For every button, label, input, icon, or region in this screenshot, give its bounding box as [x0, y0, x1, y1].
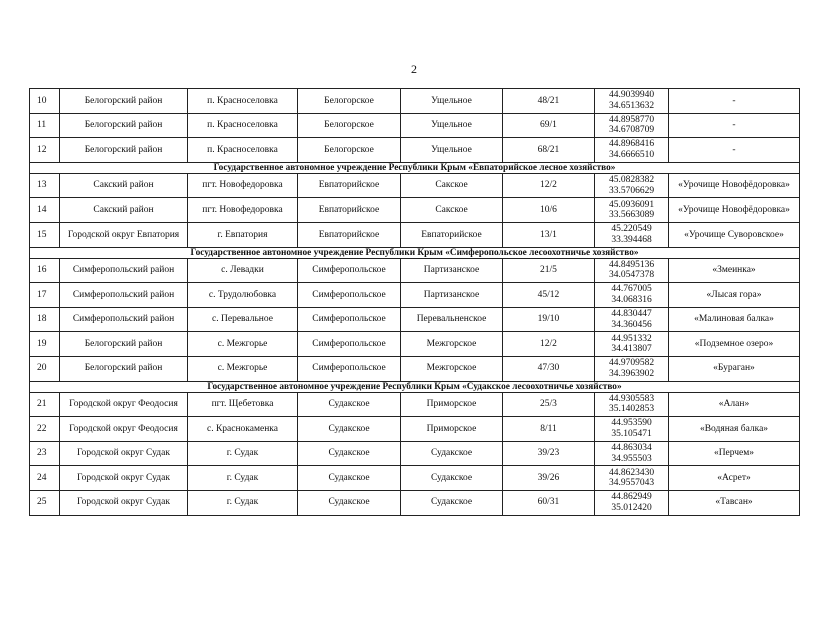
site-name-cell: «Асрет»: [669, 466, 800, 491]
site-name-cell: -: [669, 113, 800, 138]
local-forestry-cell: Сакское: [401, 173, 503, 198]
latitude-value: 44.8495136: [608, 259, 655, 270]
block-cell: 21/5: [503, 258, 595, 283]
longitude-value: 34.360456: [611, 319, 652, 330]
latitude-value: 45.0936091: [608, 199, 655, 210]
table-row: [30, 89, 800, 114]
local-forestry-cell: Ущельное: [401, 138, 503, 163]
district-cell: Симферопольский район: [60, 283, 188, 308]
district-cell: Сакский район: [60, 198, 188, 223]
block-cell: 10/6: [503, 198, 595, 223]
local-forestry-cell: Межгорское: [401, 332, 503, 357]
table-row: [30, 283, 800, 308]
local-forestry-cell: Приморское: [401, 392, 503, 417]
row-number-cell: 21: [30, 392, 60, 417]
settlement-cell: г. Евпатория: [188, 222, 298, 247]
local-forestry-cell: Приморское: [401, 417, 503, 442]
row-number-cell: 15: [30, 222, 60, 247]
site-name-cell: «Бураган»: [669, 356, 800, 381]
forestry-cell: Симферопольское: [298, 283, 401, 308]
site-name-cell: «Алан»: [669, 392, 800, 417]
longitude-value: 35.012420: [611, 502, 652, 513]
district-cell: Белогорский район: [60, 332, 188, 357]
table-row: [30, 356, 800, 381]
site-name-cell: «Змеинка»: [669, 258, 800, 283]
site-name-cell: «Урочище Суворовское»: [669, 222, 800, 247]
latitude-value: 44.9039940: [608, 90, 655, 101]
table-row: [30, 490, 800, 515]
latitude-value: 44.863034: [611, 443, 652, 454]
forestry-cell: Судакское: [298, 392, 401, 417]
block-cell: 47/30: [503, 356, 595, 381]
forestry-cell: Симферопольское: [298, 356, 401, 381]
district-cell: Городской округ Судак: [60, 441, 188, 466]
page-number: 2: [411, 62, 417, 76]
site-name-cell: «Водяная балка»: [669, 417, 800, 442]
district-cell: Белогорский район: [60, 113, 188, 138]
longitude-value: 34.068316: [611, 294, 652, 305]
district-cell: Белогорский район: [60, 138, 188, 163]
site-name-cell: «Тавсан»: [669, 490, 800, 515]
row-number-cell: 12: [30, 138, 60, 163]
longitude-value: 33.394468: [611, 234, 652, 245]
row-number-cell: 24: [30, 466, 60, 491]
forestry-cell: Белогорское: [298, 138, 401, 163]
table-row: [30, 466, 800, 491]
block-cell: 69/1: [503, 113, 595, 138]
longitude-value: 33.5706629: [608, 185, 655, 196]
row-number-cell: 13: [30, 173, 60, 198]
site-name-cell: «Урочище Новофёдоровка»: [669, 198, 800, 223]
local-forestry-cell: Евпаторийское: [401, 222, 503, 247]
forestry-cell: Симферопольское: [298, 258, 401, 283]
latitude-value: 44.8623430: [608, 467, 655, 478]
row-number-cell: 18: [30, 307, 60, 332]
row-number-cell: 22: [30, 417, 60, 442]
coordinates-cell: [595, 113, 669, 138]
coordinates-cell: [595, 89, 669, 114]
block-cell: 39/23: [503, 441, 595, 466]
longitude-value: 34.955503: [611, 453, 652, 464]
row-number-cell: 14: [30, 198, 60, 223]
block-cell: 8/11: [503, 417, 595, 442]
forestry-cell: Евпаторийское: [298, 198, 401, 223]
settlement-cell: п. Красноселовка: [188, 138, 298, 163]
coordinates-cell: [595, 283, 669, 308]
forestry-cell: Судакское: [298, 441, 401, 466]
latitude-value: 44.830447: [611, 309, 652, 320]
settlement-cell: г. Судак: [188, 490, 298, 515]
section-header-row: [30, 162, 800, 173]
row-number-cell: 20: [30, 356, 60, 381]
row-number-cell: 17: [30, 283, 60, 308]
row-number-cell: 23: [30, 441, 60, 466]
settlement-cell: с. Перевальное: [188, 307, 298, 332]
local-forestry-cell: Судакское: [401, 466, 503, 491]
coordinates-cell: [595, 392, 669, 417]
settlement-cell: пгт. Новофедоровка: [188, 173, 298, 198]
latitude-value: 44.767005: [611, 284, 652, 295]
coordinates-cell: [595, 258, 669, 283]
local-forestry-cell: Партизанское: [401, 283, 503, 308]
block-cell: 19/10: [503, 307, 595, 332]
settlement-cell: п. Красноселовка: [188, 89, 298, 114]
forestry-cell: Белогорское: [298, 113, 401, 138]
section-header-row: [30, 247, 800, 258]
local-forestry-cell: Партизанское: [401, 258, 503, 283]
site-name-cell: «Перчем»: [669, 441, 800, 466]
block-cell: 45/12: [503, 283, 595, 308]
coordinates-cell: [595, 222, 669, 247]
longitude-value: 35.1402853: [608, 404, 655, 415]
forestry-cell: Белогорское: [298, 89, 401, 114]
district-cell: Городской округ Евпатория: [60, 222, 188, 247]
settlement-cell: с. Краснокаменка: [188, 417, 298, 442]
table-row: [30, 392, 800, 417]
block-cell: 25/3: [503, 392, 595, 417]
table-row: [30, 138, 800, 163]
coordinates-cell: [595, 173, 669, 198]
latitude-value: 44.8968416: [608, 139, 655, 150]
site-name-cell: «Урочище Новофёдоровка»: [669, 173, 800, 198]
local-forestry-cell: Межгорское: [401, 356, 503, 381]
table-row: [30, 332, 800, 357]
row-number-cell: 16: [30, 258, 60, 283]
row-number-cell: 10: [30, 89, 60, 114]
table-row: [30, 441, 800, 466]
table-row: [30, 307, 800, 332]
district-cell: Городской округ Судак: [60, 490, 188, 515]
sites-table: [29, 88, 800, 516]
coordinates-cell: [595, 198, 669, 223]
coordinates-cell: [595, 466, 669, 491]
coordinates-cell: [595, 490, 669, 515]
local-forestry-cell: Судакское: [401, 490, 503, 515]
longitude-value: 34.9557043: [608, 478, 655, 489]
settlement-cell: г. Судак: [188, 441, 298, 466]
longitude-value: 34.6708709: [608, 125, 655, 136]
district-cell: Городской округ Феодосия: [60, 417, 188, 442]
site-name-cell: «Лысая гора»: [669, 283, 800, 308]
longitude-value: 34.6513632: [608, 100, 655, 111]
forestry-cell: Евпаторийское: [298, 173, 401, 198]
local-forestry-cell: Перевальненское: [401, 307, 503, 332]
local-forestry-cell: Сакское: [401, 198, 503, 223]
block-cell: 68/21: [503, 138, 595, 163]
district-cell: Городской округ Судак: [60, 466, 188, 491]
site-name-cell: -: [669, 89, 800, 114]
site-name-cell: «Подземное озеро»: [669, 332, 800, 357]
section-title: Государственное автономное учреждение Республики Крым «Симферопольское лесоохотничье хозяйство»: [30, 247, 800, 258]
settlement-cell: с. Межгорье: [188, 332, 298, 357]
table-row: [30, 113, 800, 138]
district-cell: Симферопольский район: [60, 258, 188, 283]
longitude-value: 35.105471: [611, 428, 652, 439]
latitude-value: 45.220549: [611, 224, 652, 235]
section-title: Государственное автономное учреждение Республики Крым «Судакское лесоохотничье хозяйство»: [30, 381, 800, 392]
latitude-value: 45.0828382: [608, 175, 655, 186]
coordinates-cell: [595, 356, 669, 381]
longitude-value: 34.0547378: [608, 270, 655, 281]
longitude-value: 33.5663089: [608, 210, 655, 221]
table-row: [30, 417, 800, 442]
forestry-cell: Судакское: [298, 466, 401, 491]
site-name-cell: «Малиновая балка»: [669, 307, 800, 332]
row-number-cell: 19: [30, 332, 60, 357]
settlement-cell: с. Левадки: [188, 258, 298, 283]
coordinates-cell: [595, 417, 669, 442]
table-row: [30, 222, 800, 247]
row-number-cell: 11: [30, 113, 60, 138]
local-forestry-cell: Ущельное: [401, 113, 503, 138]
latitude-value: 44.951332: [611, 333, 652, 344]
latitude-value: 44.862949: [611, 492, 652, 503]
section-title: Государственное автономное учреждение Республики Крым «Евпаторийское лесное хозяйство»: [30, 162, 800, 173]
latitude-value: 44.9709582: [608, 358, 655, 369]
district-cell: Сакский район: [60, 173, 188, 198]
table-row: [30, 198, 800, 223]
latitude-value: 44.9305583: [608, 393, 655, 404]
block-cell: 48/21: [503, 89, 595, 114]
settlement-cell: г. Судак: [188, 466, 298, 491]
block-cell: 60/31: [503, 490, 595, 515]
coordinates-cell: [595, 138, 669, 163]
row-number-cell: 25: [30, 490, 60, 515]
forestry-cell: Симферопольское: [298, 332, 401, 357]
forestry-cell: Евпаторийское: [298, 222, 401, 247]
district-cell: Белогорский район: [60, 356, 188, 381]
settlement-cell: п. Красноселовка: [188, 113, 298, 138]
settlement-cell: пгт. Щебетовка: [188, 392, 298, 417]
local-forestry-cell: Ущельное: [401, 89, 503, 114]
coordinates-cell: [595, 332, 669, 357]
settlement-cell: пгт. Новофедоровка: [188, 198, 298, 223]
coordinates-cell: [595, 307, 669, 332]
block-cell: 12/2: [503, 332, 595, 357]
table-row: [30, 173, 800, 198]
longitude-value: 34.6666510: [608, 149, 655, 160]
local-forestry-cell: Судакское: [401, 441, 503, 466]
longitude-value: 34.3963902: [608, 368, 655, 379]
site-name-cell: -: [669, 138, 800, 163]
section-header-row: [30, 381, 800, 392]
settlement-cell: с. Межгорье: [188, 356, 298, 381]
longitude-value: 34.413807: [611, 344, 652, 355]
table-row: [30, 258, 800, 283]
latitude-value: 44.8958770: [608, 114, 655, 125]
district-cell: Симферопольский район: [60, 307, 188, 332]
district-cell: Белогорский район: [60, 89, 188, 114]
forestry-cell: Симферопольское: [298, 307, 401, 332]
block-cell: 13/1: [503, 222, 595, 247]
block-cell: 39/26: [503, 466, 595, 491]
table-body: [30, 89, 800, 516]
forestry-cell: Судакское: [298, 417, 401, 442]
block-cell: 12/2: [503, 173, 595, 198]
latitude-value: 44.953590: [611, 418, 652, 429]
settlement-cell: с. Трудолюбовка: [188, 283, 298, 308]
forestry-cell: Судакское: [298, 490, 401, 515]
district-cell: Городской округ Феодосия: [60, 392, 188, 417]
coordinates-cell: [595, 441, 669, 466]
